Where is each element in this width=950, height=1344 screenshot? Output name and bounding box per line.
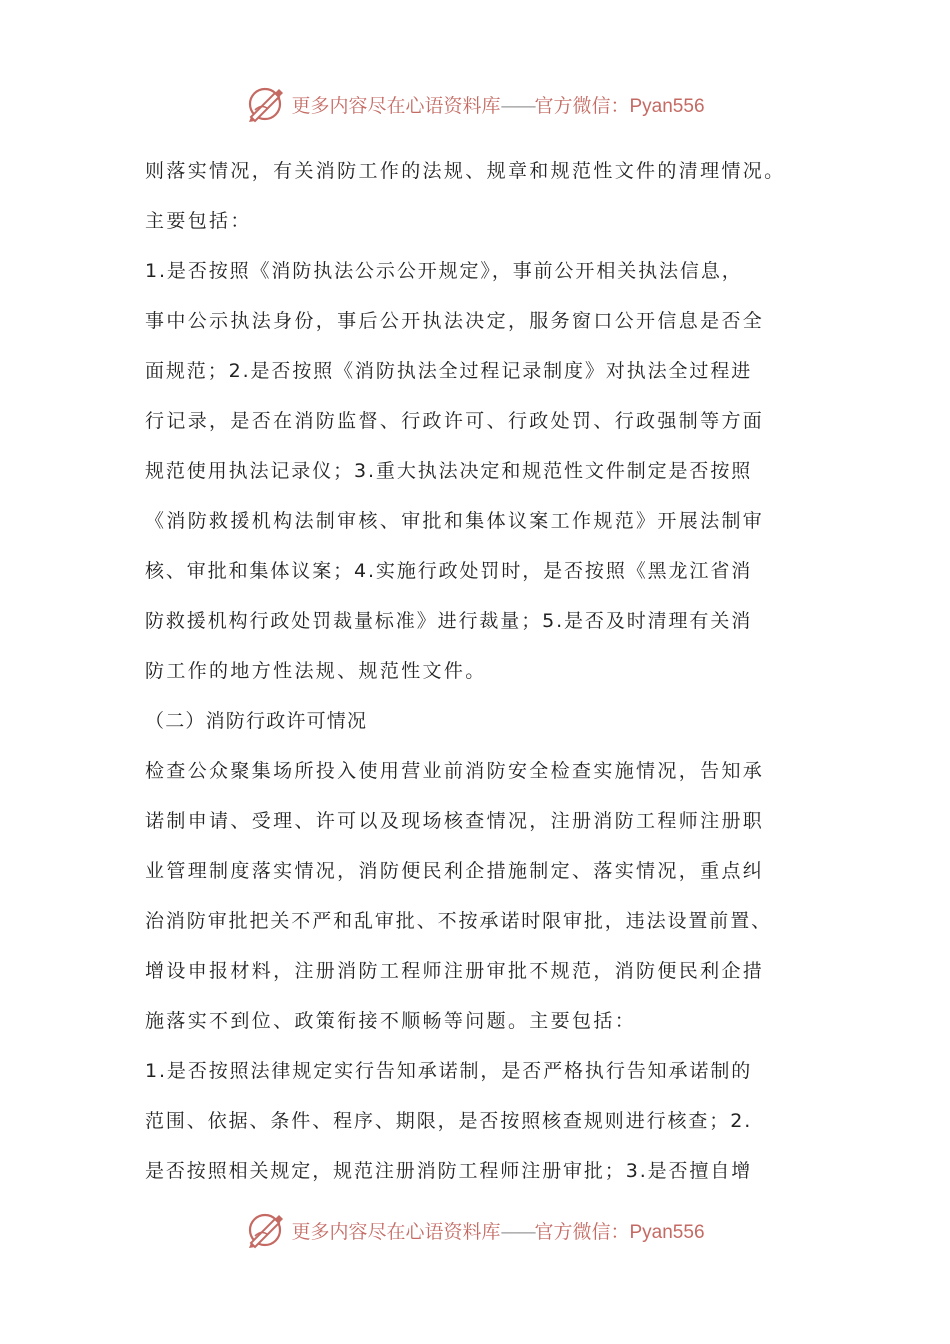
watermark-header [0,82,950,126]
section-heading: （二）消防行政许可情况 [145,710,368,732]
body-line: 面规范；2.是否按照《消防执法全过程记录制度》对执法全过程进 [145,360,753,382]
pen-logo-icon [245,1210,285,1250]
body-line: 是否按照相关规定，规范注册消防工程师注册审批；3.是否擅自增 [145,1160,753,1182]
body-line: 范围、依据、条件、程序、期限，是否按照核查规则进行核查；2. [145,1110,753,1132]
watermark-footer [0,1208,950,1252]
body-line: 核、审批和集体议案；4.实施行政处罚时，是否按照《黑龙江省消 [145,560,753,582]
body-line: 行记录，是否在消防监督、行政许可、行政处罚、行政强制等方面 [145,410,765,432]
body-line: 增设申报材料，注册消防工程师注册审批不规范，消防便民利企措 [145,960,765,982]
body-line: 事中公示执法身份，事后公开执法决定，服务窗口公开信息是否全 [145,310,765,332]
body-line: 则落实情况，有关消防工作的法规、规章和规范性文件的清理情况。 [145,160,786,182]
body-line: 规范使用执法记录仪；3.重大执法决定和规范性文件制定是否按照 [145,460,753,482]
body-line: 1.是否按照《消防执法公示公开规定》，事前公开相关执法信息， [145,260,743,282]
body-line: 检查公众聚集场所投入使用营业前消防安全检查实施情况，告知承 [145,760,765,782]
body-line: 治消防审批把关不严和乱审批、不按承诺时限审批，违法设置前置、 [145,910,773,932]
body-line: 1.是否按照法律规定实行告知承诺制，是否严格执行告知承诺制的 [145,1060,753,1082]
watermark-text: 更多内容尽在心语资料库——官方微信：Pyan556 [291,94,705,117]
body-line: 诺制申请、受理、许可以及现场核查情况，注册消防工程师注册职 [145,810,765,832]
watermark-text: 更多内容尽在心语资料库——官方微信：Pyan556 [291,1220,705,1243]
body-line: 业管理制度落实情况，消防便民利企措施制定、落实情况，重点纠 [145,860,765,882]
document-body [145,146,813,1196]
body-line: 主要包括： [145,210,252,232]
body-line: 《消防救援机构法制审核、审批和集体议案工作规范》开展法制审 [145,510,765,532]
body-line: 防工作的地方性法规、规范性文件。 [145,660,487,682]
body-line: 施落实不到位、政策衔接不顺畅等问题。主要包括： [145,1010,637,1032]
pen-logo-icon [245,84,285,124]
body-line: 防救援机构行政处罚裁量标准》进行裁量；5.是否及时清理有关消 [145,610,753,632]
